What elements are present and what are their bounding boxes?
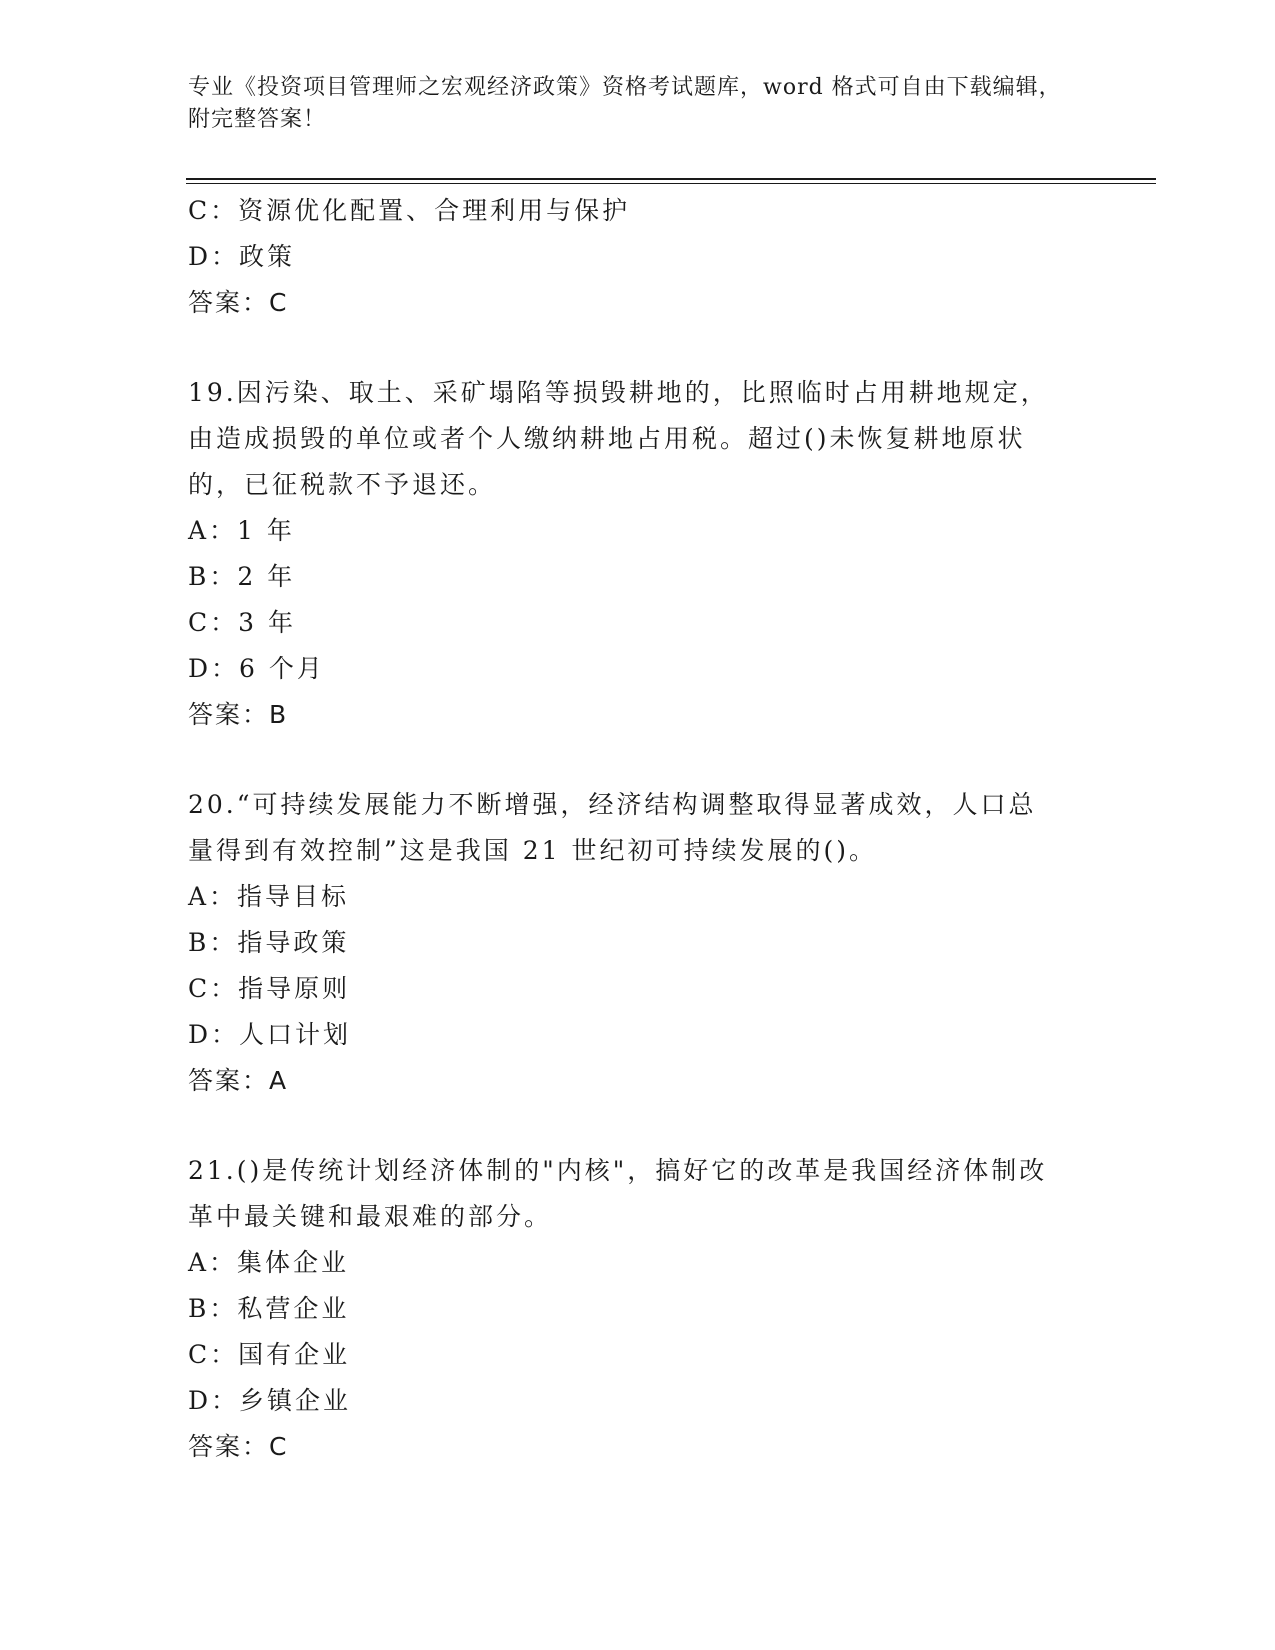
option-c: C：资源优化配置、合理利用与保护 — [188, 196, 631, 225]
partial-question — [188, 188, 1088, 326]
question-text-line: 革中最关键和最艰难的部分。 — [188, 1202, 553, 1231]
option-d: D：政策 — [188, 242, 296, 271]
question-text-line: 21.()是传统计划经济体制的"内核"，搞好它的改革是我国经济体制改 — [188, 1156, 1048, 1185]
question-text-line: 19.因污染、取土、采矿塌陷等损毁耕地的，比照临时占用耕地规定， — [188, 378, 1049, 407]
question-text-line: 的，已征税款不予退还。 — [188, 470, 497, 499]
question-list — [188, 188, 1088, 1470]
option-c: C：指导原则 — [188, 974, 351, 1003]
option-c: C：3 年 — [188, 608, 296, 637]
question-20 — [188, 782, 1088, 1104]
answer-line: 答案：C — [188, 1432, 289, 1461]
question-21 — [188, 1148, 1088, 1470]
question-19 — [188, 370, 1088, 738]
header-divider — [186, 178, 1156, 180]
question-text-line: 20.“可持续发展能力不断增强，经济结构调整取得显著成效，人口总 — [188, 790, 1037, 819]
option-c: C：国有企业 — [188, 1340, 351, 1369]
option-a: A：指导目标 — [188, 882, 350, 911]
document-header: 专业《投资项目管理师之宏观经济政策》资格考试题库，word 格式可自由下载编辑，附完整答案！ — [188, 75, 1062, 132]
option-d: D：乡镇企业 — [188, 1386, 352, 1415]
option-a: A：集体企业 — [188, 1248, 350, 1277]
option-d: D：人口计划 — [188, 1020, 352, 1049]
option-a: A：1 年 — [188, 516, 295, 545]
question-text-line: 由造成损毁的单位或者个人缴纳耕地占用税。超过()未恢复耕地原状 — [188, 424, 1026, 453]
option-b: B：指导政策 — [188, 928, 350, 957]
question-text-line: 量得到有效控制”这是我国 21 世纪初可持续发展的()。 — [188, 836, 877, 865]
answer-line: 答案：B — [188, 700, 289, 729]
header-divider-thin — [186, 183, 1156, 184]
option-b: B：2 年 — [188, 562, 296, 591]
option-d: D：6 个月 — [188, 654, 325, 683]
answer-line: 答案：C — [188, 288, 289, 317]
answer-line: 答案：A — [188, 1066, 289, 1095]
option-b: B：私营企业 — [188, 1294, 350, 1323]
